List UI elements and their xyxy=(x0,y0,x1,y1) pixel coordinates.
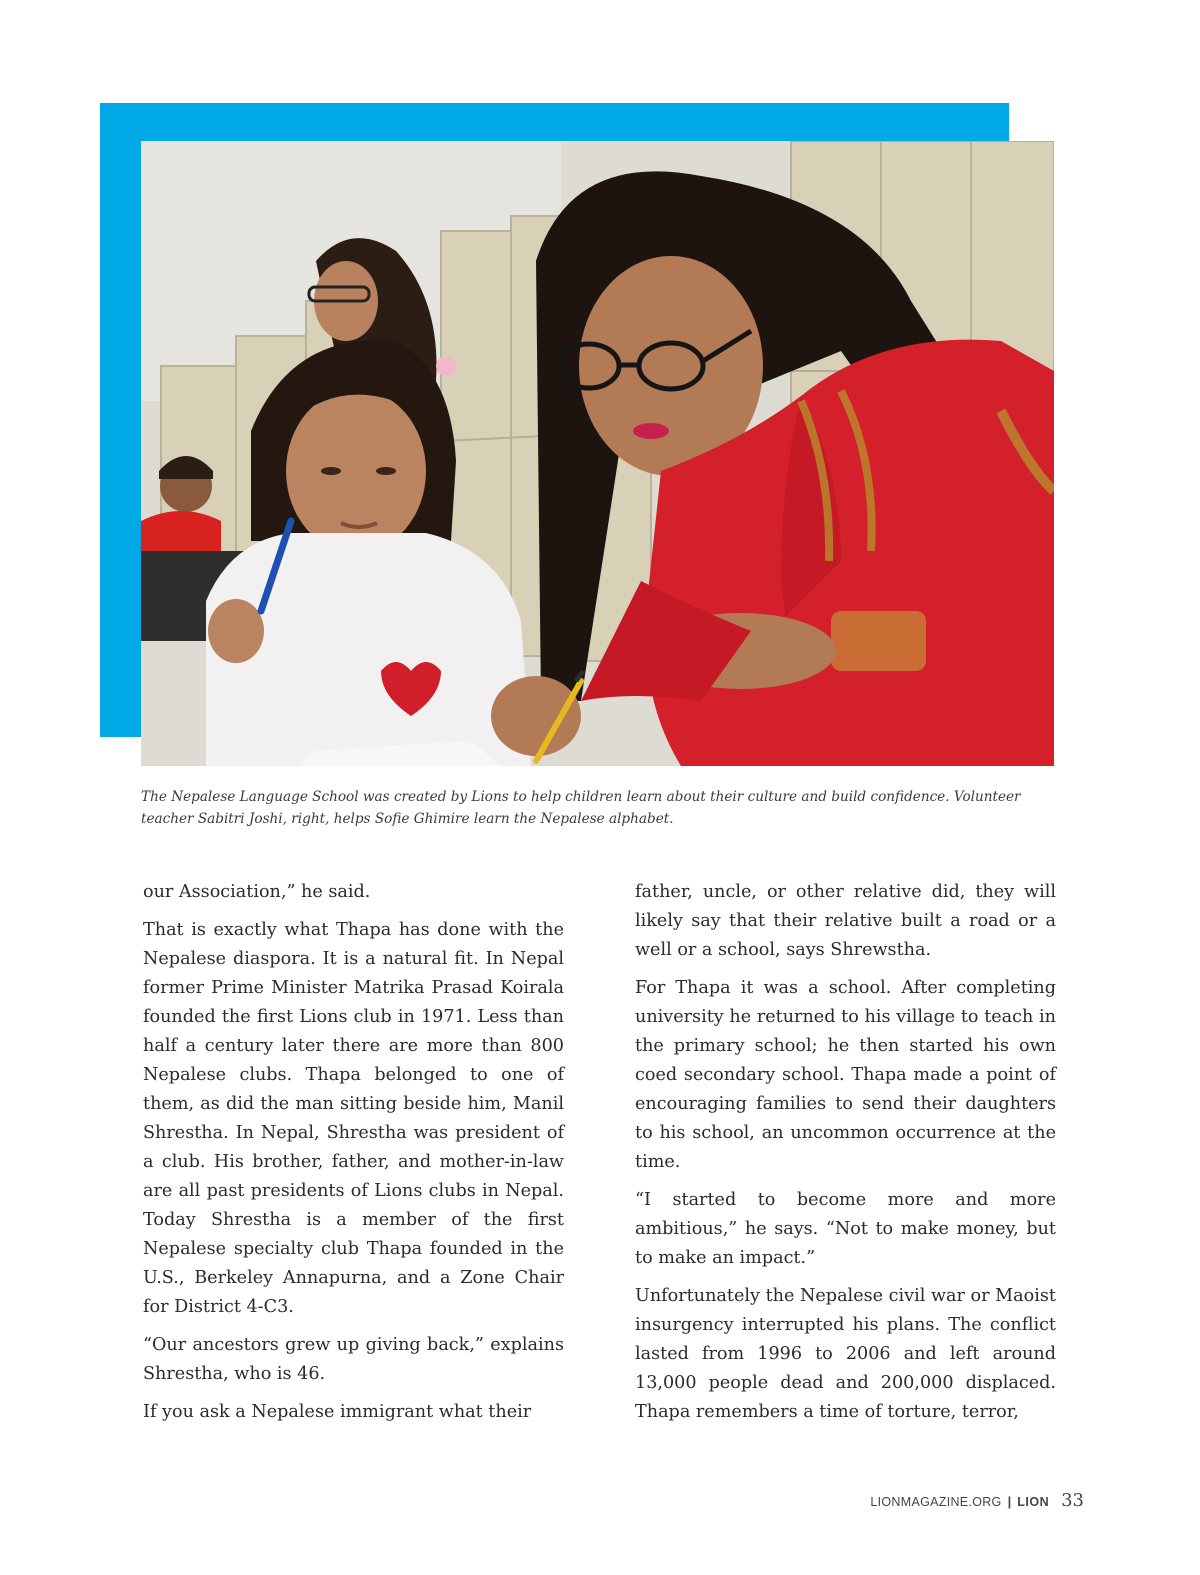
page-footer xyxy=(870,1490,1084,1511)
photo-caption: The Nepalese Language School was created by Lions to help children learn about their culture and build confidence. Volunteer teacher Sabitri Joshi, right, helps Sofie Ghimire learn the Nepalese alphabet. xyxy=(141,789,1021,827)
article-column-left xyxy=(143,878,564,1436)
paragraph: father, uncle, or other relative did, they will likely say that their relative built a road or a well or a school, says Shrewstha. xyxy=(635,882,1056,960)
footer-separator: | xyxy=(1007,1494,1012,1509)
paragraph: That is exactly what Thapa has done with the Nepalese diaspora. It is a natural fit. In Nepal former Prime Minister Matrika Prasad Koirala founded the first Lions club in 1971. Less than half a century later there are more than 800 Nepalese clubs. Thapa belonged to one of them, as did the man sitting beside him, Manil Shrestha. In Nepal, Shrestha was president of a club. His brother, father, and mother-in-law are all past presidents of Lions clubs in Nepal. Today Shrestha is a member of the first Nepalese specialty club Thapa founded in the U.S., Berkeley Annapurna, and a Zone Chair for District 4-C3. xyxy=(143,920,564,1317)
paragraph: “I started to become more and more ambitious,” he says. “Not to make money, but to make an impact.” xyxy=(635,1190,1056,1268)
footer-magazine-name: LION xyxy=(1017,1495,1050,1509)
paragraph: Unfortunately the Nepalese civil war or Maoist insurgency interrupted his plans. The conflict lasted from 1996 to 2006 and left around 13,000 people dead and 200,000 displaced. Thapa remembers a time of torture, terror, xyxy=(635,1286,1056,1422)
paragraph: For Thapa it was a school. After completing university he returned to his village to teach in the primary school; he then started his own coed secondary school. Thapa made a point of encouraging families to send their daughters to his school, an uncommon occurrence at the time. xyxy=(635,978,1056,1172)
article-column-right xyxy=(635,878,1056,1436)
paragraph: our Association,” he said. xyxy=(143,882,371,902)
feature-photo xyxy=(141,141,1054,766)
footer-website: LIONMAGAZINE.ORG xyxy=(870,1495,1002,1509)
photo-illustration xyxy=(141,141,1054,766)
paragraph: “Our ancestors grew up giving back,” explains Shrestha, who is 46. xyxy=(143,1335,564,1384)
paragraph: If you ask a Nepalese immigrant what their xyxy=(143,1402,532,1422)
page-number: 33 xyxy=(1061,1490,1084,1511)
